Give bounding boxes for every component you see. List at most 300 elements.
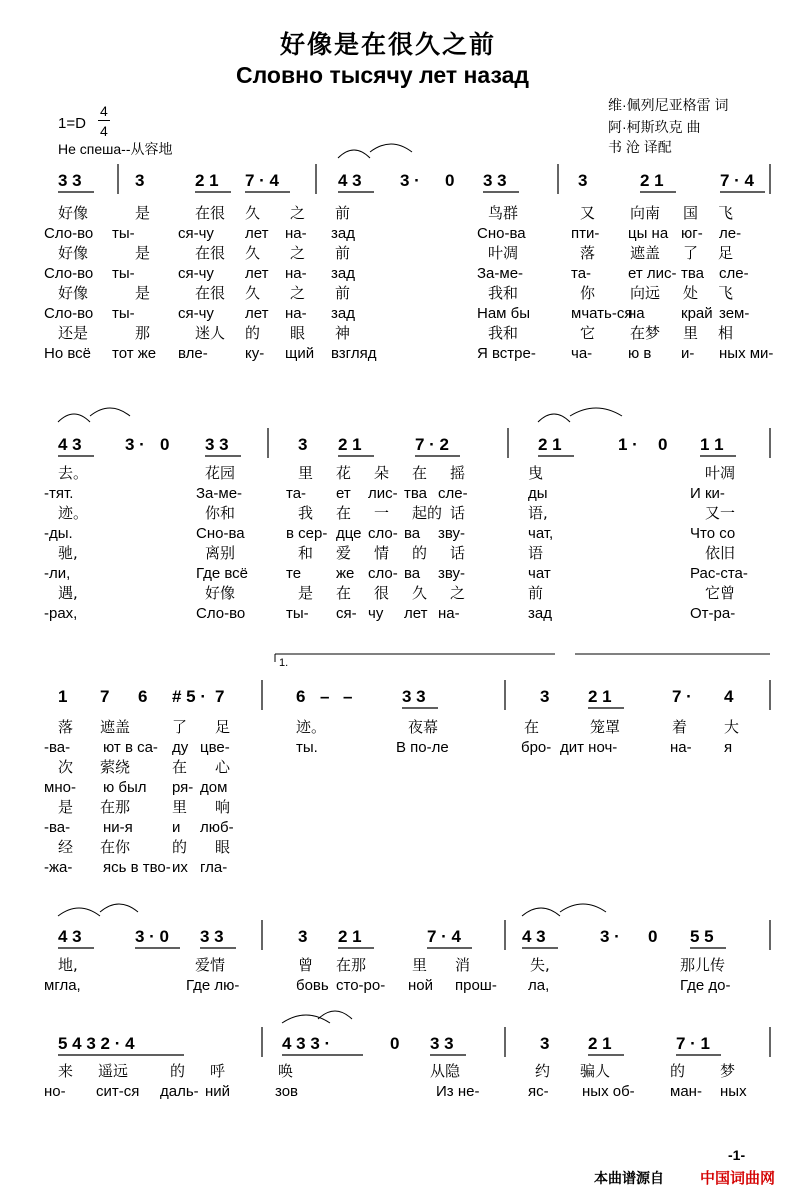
lyric-russian: мно- [44, 779, 76, 796]
note-group: 3 · 0 [135, 927, 170, 946]
title-chinese: 好像是在很久之前 [280, 30, 497, 59]
slur-arc [560, 904, 606, 912]
note-group: # 5 · [172, 687, 207, 706]
lyric-chinese: 里 [298, 464, 314, 482]
lyric-russian: яс- [528, 1083, 549, 1100]
lyric-chinese: 处 [683, 284, 699, 302]
note-group: 4 3 [58, 435, 82, 454]
lyric-chinese: 的 [412, 544, 428, 562]
lyric-chinese: 向南 [630, 204, 661, 222]
lyric-russian: мчать-ся [571, 305, 633, 322]
lyric-chinese: 遥远 [98, 1062, 129, 1080]
lyric-russian: Сно-ва [196, 525, 245, 542]
lyric-russian: -ва- [44, 819, 71, 836]
lyric-russian: мгла, [44, 977, 81, 994]
lyric-chinese: 语 [528, 544, 544, 562]
credit-translator: 书 沧 译配 [608, 139, 672, 155]
lyric-chinese: 落 [58, 718, 74, 736]
lyric-chinese: 在 [524, 718, 540, 736]
lyric-russian: ся-чу [178, 305, 214, 322]
lyric-russian: зву- [438, 565, 466, 582]
note-group: 7 · [672, 687, 692, 706]
note-group: 7 · 4 [720, 171, 755, 190]
lyric-chinese: 你和 [205, 504, 236, 522]
note-group: 5 5 [690, 927, 714, 946]
lyric-chinese: 好像 [205, 584, 236, 602]
lyric-russian: ты- [112, 225, 135, 242]
note-group: 3 [540, 687, 550, 706]
note-group: 2 1 [338, 435, 362, 454]
note-group: 1 1 [700, 435, 724, 454]
lyric-russian: люб- [200, 819, 234, 836]
slur-arc [318, 1011, 352, 1019]
note-group: 3 · [400, 171, 420, 190]
lyric-russian: их [172, 859, 188, 876]
lyric-russian: чат, [528, 525, 554, 542]
lyric-chinese: 驰, [58, 544, 78, 562]
lyric-chinese: 经 [58, 838, 74, 856]
lyric-russian: вле- [178, 345, 208, 362]
lyric-russian: ных об- [582, 1083, 635, 1100]
lyric-russian: ты- [286, 605, 309, 622]
lyric-chinese: 花园 [205, 464, 236, 482]
lyric-chinese: 之 [290, 244, 306, 262]
lyric-chinese: 在很 [195, 284, 226, 302]
lyric-russian: Сло-во [44, 305, 94, 322]
lyric-chinese: 呼 [210, 1062, 226, 1080]
lyric-russian: ет лис- [628, 265, 677, 282]
lyric-chinese: 眼 [290, 324, 306, 342]
note-group: 3 3 [58, 171, 82, 190]
volta-label: 1. [279, 657, 289, 669]
note-group: 7 [215, 687, 225, 706]
lyric-chinese: 国 [683, 204, 699, 222]
lyric-chinese: 之 [450, 584, 466, 602]
lyric-chinese: 从隐 [430, 1062, 461, 1080]
lyric-russian: зву- [438, 525, 466, 542]
note-group: 3 · [125, 435, 145, 454]
lyric-chinese: 向远 [630, 284, 661, 302]
lyric-russian: и- [681, 345, 695, 362]
lyric-chinese: 骗人 [580, 1062, 611, 1080]
lyric-chinese: 曳 [528, 464, 544, 482]
lyric-russian: сле- [719, 265, 749, 282]
lyric-russian: ва [404, 565, 421, 582]
lyric-chinese: 在很 [195, 244, 226, 262]
lyric-chinese: 前 [335, 244, 351, 262]
lyric-russian: ду [172, 739, 189, 756]
lyric-russian: Нам бы [477, 305, 531, 322]
lyric-russian: Сно-ва [477, 225, 526, 242]
lyric-chinese: 它曾 [705, 584, 736, 602]
credit-composer: 阿·柯斯玖克 曲 [608, 119, 701, 135]
lyric-russian: Сло-во [44, 265, 94, 282]
lyric-russian: ний [205, 1083, 231, 1100]
lyric-russian: сто-ро- [336, 977, 386, 994]
lyric-chinese: 好像 [58, 204, 89, 222]
lyric-russian: но- [44, 1083, 66, 1100]
lyric-chinese: 还是 [58, 324, 89, 342]
lyric-chinese: 摇 [450, 464, 466, 482]
slur-arc [100, 904, 138, 912]
lyric-chinese: 那 [135, 324, 151, 342]
lyric-russian: За-ме- [477, 265, 524, 282]
lyric-russian: зад [331, 305, 355, 322]
lyric-russian: лет [245, 225, 269, 242]
lyric-chinese: 在那 [336, 956, 367, 974]
note-group: 4 3 [58, 927, 82, 946]
lyric-chinese: 好像 [58, 284, 89, 302]
lyric-russian: дит ноч- [560, 739, 618, 756]
lyric-russian: сло- [368, 565, 398, 582]
lyric-russian: -жа- [44, 859, 73, 876]
lyric-russian: Где до- [680, 977, 731, 994]
lyric-chinese: 你 [580, 284, 596, 302]
note-group: 4 3 [522, 927, 546, 946]
lyric-chinese: 来 [58, 1062, 74, 1080]
lyric-russian: ты. [296, 739, 318, 756]
slur-arc [370, 144, 412, 152]
note-group: 2 1 [538, 435, 562, 454]
lyric-russian: ча- [571, 345, 593, 362]
lyric-chinese: 在 [172, 758, 188, 776]
lyric-russian: ю был [103, 779, 147, 796]
slur-arc [338, 150, 370, 158]
lyric-chinese: 我和 [488, 324, 519, 342]
lyric-chinese: 叶凋 [488, 244, 519, 262]
lyric-chinese: 久 [412, 584, 428, 602]
note-group: 3 [298, 927, 308, 946]
lyric-russian: зад [331, 265, 355, 282]
lyric-russian: чат [528, 565, 551, 582]
lyric-russian: на- [670, 739, 692, 756]
lyric-russian: тва [681, 265, 705, 282]
lyric-russian: зем- [719, 305, 750, 322]
note-group: 3 · [600, 927, 620, 946]
lyric-chinese: 那儿传 [680, 956, 726, 974]
lyric-chinese: 的 [670, 1062, 686, 1080]
lyric-chinese: 话 [450, 544, 466, 562]
lyric-russian: я [724, 739, 733, 756]
note-group: 5 4 3 2 · 4 [58, 1034, 135, 1053]
lyric-russian: ся-чу [178, 265, 214, 282]
lyric-chinese: 久 [245, 284, 261, 302]
lyric-chinese: 在 [336, 504, 352, 522]
lyric-russian: ных ми- [719, 345, 774, 362]
lyric-chinese: 是 [135, 284, 151, 302]
lyric-russian: ку- [245, 345, 265, 362]
lyric-russian: Из не- [436, 1083, 480, 1100]
lyric-russian: лет [245, 265, 269, 282]
note-group: 6 [296, 687, 306, 706]
lyric-chinese: 起的 [412, 504, 443, 522]
note-group: 3 [540, 1034, 550, 1053]
lyric-russian: ю в [628, 345, 652, 362]
lyric-russian: Где лю- [186, 977, 240, 994]
lyric-chinese: 迹。 [58, 504, 89, 522]
note-group: 2 1 [588, 1034, 612, 1053]
lyric-chinese: 爱情 [195, 956, 226, 974]
lyric-chinese: 它 [580, 324, 596, 342]
lyric-chinese: 在梦 [630, 324, 661, 342]
lyric-chinese: 我和 [488, 284, 519, 302]
lyric-russian: тот же [112, 345, 157, 362]
note-group: – [343, 687, 353, 706]
lyric-chinese: 和 [298, 544, 314, 562]
lyric-chinese: 足 [215, 718, 231, 736]
lyric-chinese: 很 [374, 584, 390, 602]
page-number: -1- [728, 1147, 746, 1163]
lyric-chinese: 消 [455, 956, 471, 974]
note-group: 0 [160, 435, 170, 454]
lyric-chinese: 飞 [718, 204, 734, 222]
note-group: 4 3 3 · [282, 1034, 331, 1053]
lyric-chinese: 心 [215, 758, 231, 776]
lyric-chinese: 遮盖 [630, 244, 661, 262]
lyric-chinese: 飞 [718, 284, 734, 302]
lyric-chinese: 话 [450, 504, 466, 522]
lyric-russian: на [628, 305, 645, 322]
lyric-russian: на- [285, 265, 307, 282]
lyric-chinese: 情 [374, 544, 390, 562]
lyric-russian: ря- [172, 779, 194, 796]
lyric-russian: зад [331, 225, 355, 242]
lyric-russian: дом [200, 779, 228, 796]
note-group: 3 3 [483, 171, 507, 190]
note-group: 1 [58, 687, 68, 706]
lyric-chinese: 前 [335, 284, 351, 302]
lyric-chinese: 久 [245, 204, 261, 222]
lyric-russian: -ды. [44, 525, 73, 542]
lyric-chinese: 神 [335, 324, 351, 342]
source-site-link[interactable]: 中国词曲网 [700, 1169, 776, 1187]
note-group: 7 · 4 [427, 927, 462, 946]
slur-arc [522, 908, 560, 916]
lyric-russian: ной [408, 977, 434, 994]
tempo-marking: Не спеша--从容地 [58, 141, 173, 157]
time-signature-bottom: 4 [100, 123, 108, 139]
lyric-russian: чу [368, 605, 384, 622]
lyric-russian: пти- [571, 225, 600, 242]
lyric-chinese: 又一 [705, 504, 736, 522]
lyric-russian: та- [571, 265, 592, 282]
title-russian: Словно тысячу лет назад [236, 62, 530, 88]
lyric-chinese: 响 [215, 798, 231, 816]
lyric-chinese: 又 [580, 204, 596, 222]
lyric-russian: ты- [112, 265, 135, 282]
lyric-russian: Где всё [196, 565, 249, 582]
lyric-russian: край [681, 305, 713, 322]
lyric-russian: дце [336, 525, 362, 542]
lyric-chinese: 迷人 [195, 324, 226, 342]
lyric-russian: даль- [160, 1083, 199, 1100]
lyric-chinese: 遮盖 [100, 718, 131, 736]
lyric-chinese: 的 [172, 838, 188, 856]
note-group: 7 · 1 [676, 1034, 711, 1053]
slur-arc [58, 908, 100, 916]
key-signature: 1=D [58, 115, 86, 132]
lyric-chinese: 相 [718, 324, 734, 342]
lyric-chinese: 在 [336, 584, 352, 602]
note-group: 7 · 4 [245, 171, 280, 190]
lyric-chinese: 里 [412, 956, 428, 974]
lyric-russian: лет [404, 605, 428, 622]
lyric-chinese: 落 [580, 244, 596, 262]
lyric-chinese: 的 [245, 324, 261, 342]
lyric-russian: бро- [521, 739, 552, 756]
lyric-russian: -ли, [44, 565, 71, 582]
lyric-chinese: 的 [170, 1062, 186, 1080]
lyric-chinese: 是 [298, 584, 314, 602]
lyric-chinese: 久 [245, 244, 261, 262]
lyric-russian: гла- [200, 859, 228, 876]
lyric-russian: сле- [438, 485, 468, 502]
lyric-russian: в сер- [286, 525, 328, 542]
lyric-russian: И ки- [690, 485, 725, 502]
lyric-russian: прош- [455, 977, 497, 994]
lyric-chinese: 依旧 [705, 544, 736, 562]
lyric-chinese: 前 [335, 204, 351, 222]
lyric-russian: Рас-ста- [690, 565, 748, 582]
lyric-russian: лис- [368, 485, 398, 502]
lyric-chinese: 失, [530, 956, 550, 974]
lyric-chinese: 之 [290, 204, 306, 222]
slur-arc [282, 1015, 330, 1023]
lyric-russian: От-ра- [690, 605, 736, 622]
note-group: 3 3 [430, 1034, 454, 1053]
note-group: 3 [298, 435, 308, 454]
lyric-russian: щий [285, 345, 315, 362]
lyric-russian: ман- [670, 1083, 702, 1100]
lyric-chinese: 笼罩 [590, 718, 621, 736]
lyric-russian: ле- [719, 225, 742, 242]
lyric-russian: ды [528, 485, 548, 502]
lyric-chinese: 了 [172, 718, 188, 736]
lyric-chinese: 在很 [195, 204, 226, 222]
lyric-chinese: 离别 [205, 544, 236, 562]
lyric-russian: лет [245, 305, 269, 322]
lyric-chinese: 好像 [58, 244, 89, 262]
lyric-chinese: 唤 [278, 1062, 294, 1080]
note-group: – [320, 687, 330, 706]
lyric-russian: те [286, 565, 302, 582]
note-group: 0 [648, 927, 658, 946]
lyric-chinese: 眼 [215, 838, 231, 856]
lyric-russian: юг- [681, 225, 703, 242]
lyric-chinese: 次 [58, 758, 74, 776]
note-group: 2 1 [588, 687, 612, 706]
lyric-russian: ных [720, 1083, 747, 1100]
lyric-russian: ва [404, 525, 421, 542]
lyric-chinese: 迹。 [296, 718, 327, 736]
note-group: 3 [578, 171, 588, 190]
note-group: 1 · [618, 435, 638, 454]
lyric-russian: на- [285, 305, 307, 322]
note-group: 2 1 [640, 171, 664, 190]
note-group: 0 [658, 435, 668, 454]
lyric-chinese: 花 [336, 464, 352, 482]
lyric-russian: ты- [112, 305, 135, 322]
lyric-chinese: 之 [290, 284, 306, 302]
lyric-chinese: 足 [718, 244, 734, 262]
lyric-chinese: 一 [374, 504, 390, 522]
lyric-chinese: 在那 [100, 798, 131, 816]
lyric-chinese: 我 [298, 504, 314, 522]
lyric-russian: бовь [296, 977, 329, 994]
lyric-chinese: 遇, [58, 584, 78, 602]
lyric-russian: же [336, 565, 355, 582]
lyric-russian: Сло-во [44, 225, 94, 242]
slur-arc [58, 414, 90, 422]
lyric-russian: тва [404, 485, 428, 502]
lyric-russian: ся- [336, 605, 357, 622]
lyric-chinese: 约 [535, 1062, 551, 1080]
note-group: 0 [445, 171, 455, 190]
lyric-russian: и [172, 819, 181, 836]
note-group: 3 3 [402, 687, 426, 706]
lyric-chinese: 萦绕 [100, 758, 131, 776]
lyric-chinese: 叶凋 [705, 464, 736, 482]
lyric-chinese: 语, [528, 504, 548, 522]
lyric-russian: ет [336, 485, 351, 502]
note-group: 7 [100, 687, 110, 706]
source-label: 本曲谱源自 [594, 1171, 664, 1187]
lyric-russian: на- [285, 225, 307, 242]
slur-arc [90, 408, 130, 416]
lyric-chinese: 大 [724, 718, 740, 736]
lyric-russian: За-ме- [196, 485, 243, 502]
note-group: 2 1 [338, 927, 362, 946]
lyric-russian: на- [438, 605, 460, 622]
note-group: 3 3 [205, 435, 229, 454]
note-group: 6 [138, 687, 148, 706]
lyric-chinese: 梦 [720, 1062, 736, 1080]
lyric-chinese: 了 [683, 244, 699, 262]
lyric-chinese: 朵 [374, 464, 390, 482]
lyric-chinese: 夜幕 [408, 718, 439, 736]
lyric-chinese: 在你 [100, 838, 131, 856]
lyric-chinese: 里 [683, 324, 699, 342]
note-group: 7 · 2 [415, 435, 450, 454]
lyric-russian: Что со [690, 525, 736, 542]
credit-lyricist: 维·佩列尼亚格雷 词 [608, 97, 729, 113]
note-group: 3 [135, 171, 145, 190]
lyric-russian: цы на [628, 225, 669, 242]
slur-arc [538, 414, 570, 422]
lyric-russian: Сло-во [196, 605, 246, 622]
lyric-chinese: 在 [412, 464, 428, 482]
lyric-russian: -ва- [44, 739, 71, 756]
lyric-chinese: 曾 [298, 956, 314, 974]
lyric-russian: зад [528, 605, 552, 622]
lyric-russian: ни-я [103, 819, 133, 836]
lyric-russian: взгляд [331, 345, 377, 362]
time-signature-top: 4 [100, 103, 108, 119]
lyric-russian: В по-ле [396, 739, 449, 756]
lyric-russian: та- [286, 485, 307, 502]
note-group: 3 3 [200, 927, 224, 946]
lyric-russian: ся-чу [178, 225, 214, 242]
lyric-russian: Но всё [44, 345, 91, 362]
lyric-chinese: 地, [58, 956, 78, 974]
lyric-chinese: 里 [172, 798, 188, 816]
lyric-russian: зов [275, 1083, 299, 1100]
lyric-russian: сит-ся [96, 1083, 140, 1100]
lyric-russian: -тят. [44, 485, 74, 502]
lyric-russian: цве- [200, 739, 230, 756]
lyric-russian: ясь в тво- [103, 859, 171, 876]
lyric-chinese: 着 [672, 718, 688, 736]
